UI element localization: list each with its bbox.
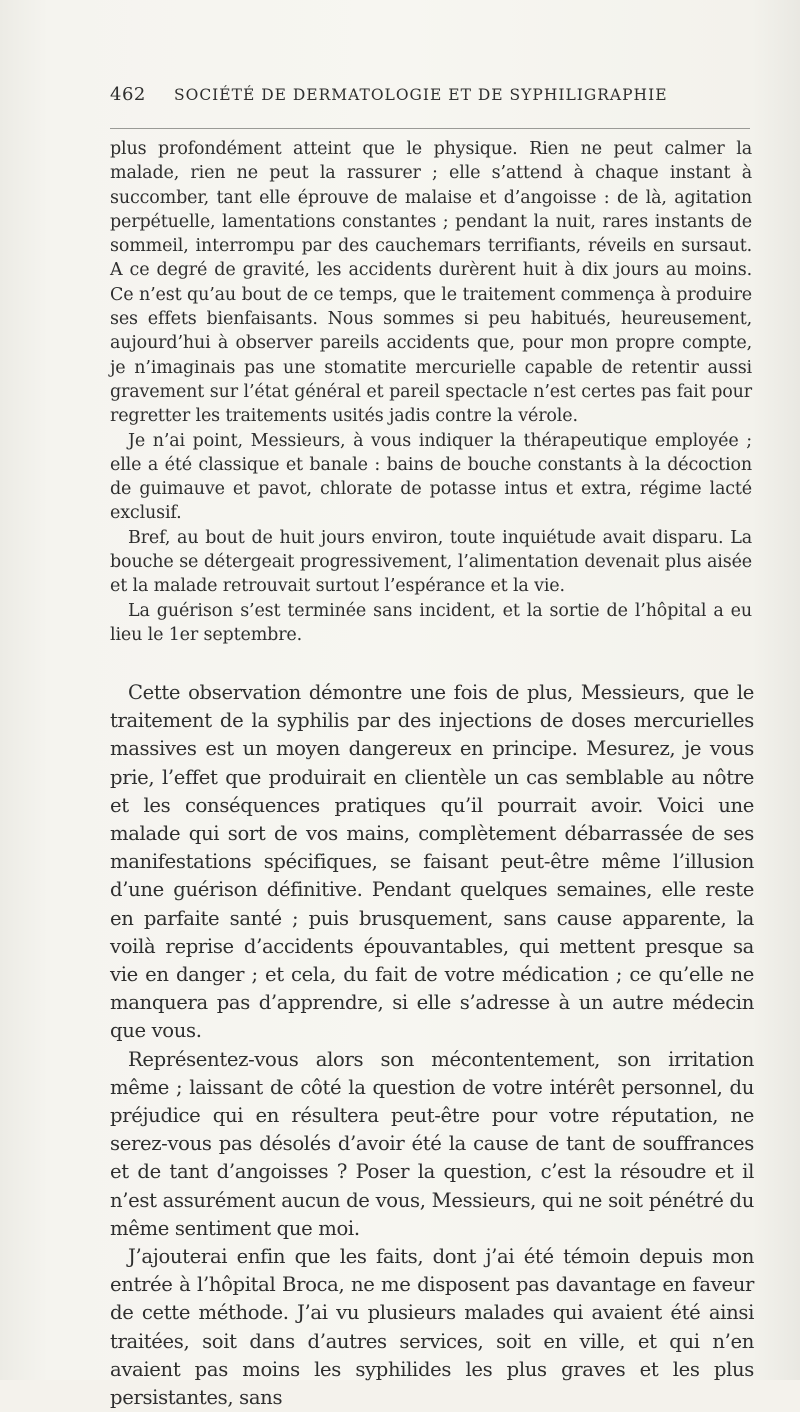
header-rule: [110, 128, 750, 129]
paragraph: Bref, au bout de huit jours environ, toute inquiétude avait disparu. La bouche se détergeait progressivement, l’alimentation devenait plus aisée et la malade retrouvait surtout l’espérance et la vie.: [110, 527, 752, 597]
paragraph: plus profondément atteint que le physique. Rien ne peut calmer la malade, rien ne peut la rassurer ; elle s’attend à chaque instant à succomber, tant elle éprouve de malaise et d’angoisse : de là, agitation perpétuelle, lamentations constantes ; pendant la nuit, rares instants de sommeil, interrompu par des cauchemars terrifiants, réveils en sursaut. A ce degré de gravité, les accidents durèrent huit à dix jours au moins. Ce n’est qu’au bout de ce temps, que le traitement commença à produire ses effets bienfaisants. Nous sommes si peu habitués, heureusement, aujourd’hui à observer pareils accidents que, pour mon propre compte, je n’imaginais pas une stomatite mercurielle capable de retentir aussi gravement sur l’état général et pareil spectacle n’est certes pas fait pour regretter les traitements usités jadis contre la vérole.: [110, 139, 752, 427]
paragraph: Cette observation démontre une fois de plus, Messieurs, que le traitement de la syphilis par des injections de doses mercurielles massives est un moyen dangereux en principe. Mesurez, je vous prie, l’effet que produirait en clientèle un cas semblable au nôtre et les conséquences pratiques qu’il pourrait avoir. Voici une malade qui sort de vos mains, complètement débarrassée de ses manifestations spécifiques, se faisant peut-être même l’illusion d’une guérison définitive. Pendant quelques semaines, elle reste en parfaite santé ; puis brusquement, sans cause apparente, la voilà reprise d’accidents épouvantables, qui mettent presque sa vie en danger ; et cela, du fait de votre médication ; ce qu’elle ne manquera pas d’apprendre, si elle s’adresse à un autre médecin que vous.: [110, 681, 754, 1043]
paragraph: Je n’ai point, Messieurs, à vous indiquer la thérapeutique employée ; elle a été classique et banale : bains de bouche constants à la décoction de guimauve et pavot, chlorate de potasse intus et extra, régime lacté exclusif.: [110, 430, 752, 524]
page-header: [110, 84, 750, 108]
discussion-text-block: [110, 679, 754, 1412]
paragraph: Représentez-vous alors son mécontentement, son irritation même ; laissant de côté la question de votre intérêt personnel, du préjudice qui en résultera peut-être pour votre réputation, ne serez-vous pas désolés d’avoir été la cause de tant de souffrances et de tant d’angoisses ? Poser la question, c’est la résoudre et il n’est assurément aucun de vous, Messieurs, qui ne soit pénétré du même sentiment que moi.: [110, 1047, 754, 1240]
paragraph: J’ajouterai enfin que les faits, dont j’ai été témoin depuis mon entrée à l’hôpital Broca, ne me disposent pas davantage en faveur de cette méthode. J’ai vu plusieurs malades qui avaient été ainsi traitées, soit dans d’autres services, soit en ville, et qui n’en avaient pas moins les syphilides les plus graves et les plus persistantes, sans: [110, 1245, 754, 1410]
page-number: 462: [110, 84, 146, 105]
paragraph: La guérison s’est terminée sans incident, et la sortie de l’hôpital a eu lieu le 1er septembre.: [110, 600, 752, 645]
running-title: SOCIÉTÉ DE DERMATOLOGIE ET DE SYPHILIGRAPHIE: [174, 86, 668, 104]
observation-text-block: [110, 137, 752, 647]
